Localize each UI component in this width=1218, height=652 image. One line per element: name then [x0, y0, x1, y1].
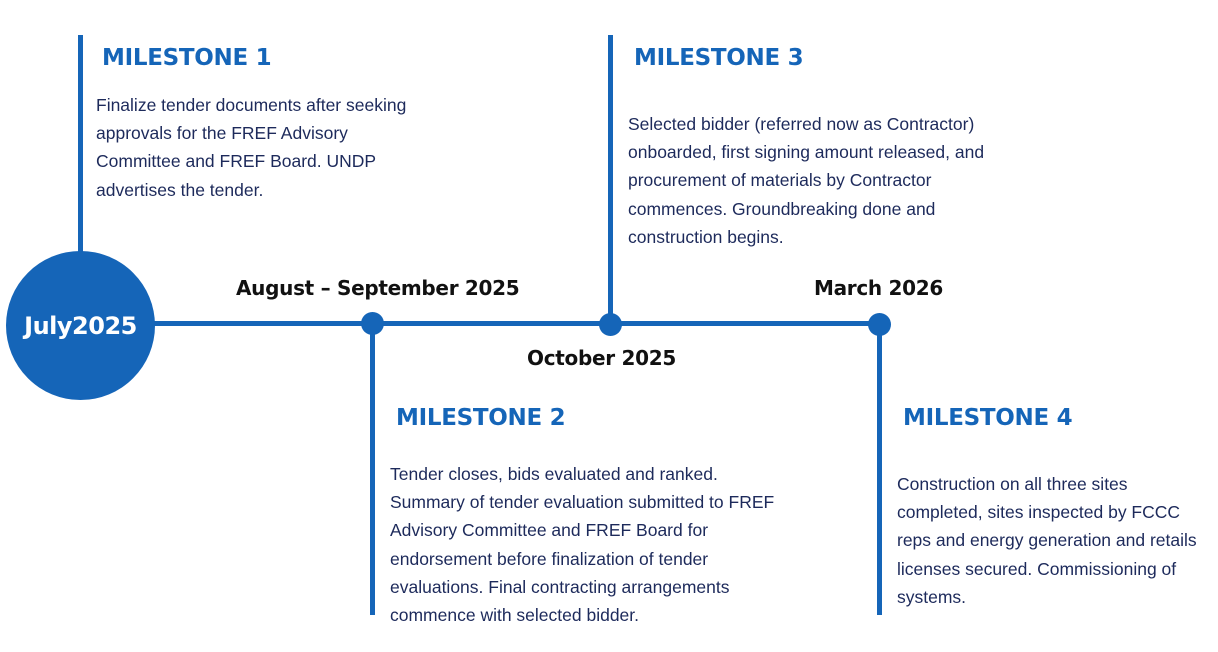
milestone-4-title: MILESTONE 4 [903, 405, 1073, 431]
milestone-3-description: Selected bidder (referred now as Contractor) onboarded, first signing amount released, and procurement of materials by Contractor commences. Groundbreaking done and construction begins. [628, 114, 985, 247]
timeline-node-march [868, 313, 891, 336]
milestone-2-connector [370, 324, 375, 615]
start-label: July2025 [24, 311, 137, 340]
date-label-march: March 2026 [814, 276, 943, 300]
date-label-october: October 2025 [527, 346, 676, 370]
milestone-2-title: MILESTONE 2 [396, 405, 566, 431]
milestone-1-description: Finalize tender documents after seeking approvals for the FREF Advisory Committee and FREF Board. UNDP advertises the tender. [96, 95, 407, 200]
milestone-1-title: MILESTONE 1 [102, 45, 272, 71]
milestone-1-connector [78, 35, 83, 257]
milestone-4-connector [877, 324, 882, 615]
milestone-3-connector [608, 35, 613, 325]
milestone-3-title: MILESTONE 3 [634, 45, 804, 71]
timeline-start-node [6, 251, 155, 400]
milestone-4-description: Construction on all three sites completed, sites inspected by FCCC reps and energy generation and retails licenses secured. Commissioning of systems. [897, 474, 1197, 607]
milestone-2-description: Tender closes, bids evaluated and ranked. Summary of tender evaluation submitted to FREF Advisory Committee and FREF Board for endorsement before finalization of tender evaluations. Final contracting arrangements commence with selected bidder. [390, 464, 775, 626]
timeline-main-line [150, 321, 882, 326]
date-label-august-september: August – September 2025 [236, 276, 520, 300]
timeline-node-august-september [361, 312, 384, 335]
timeline-node-october [599, 313, 622, 336]
